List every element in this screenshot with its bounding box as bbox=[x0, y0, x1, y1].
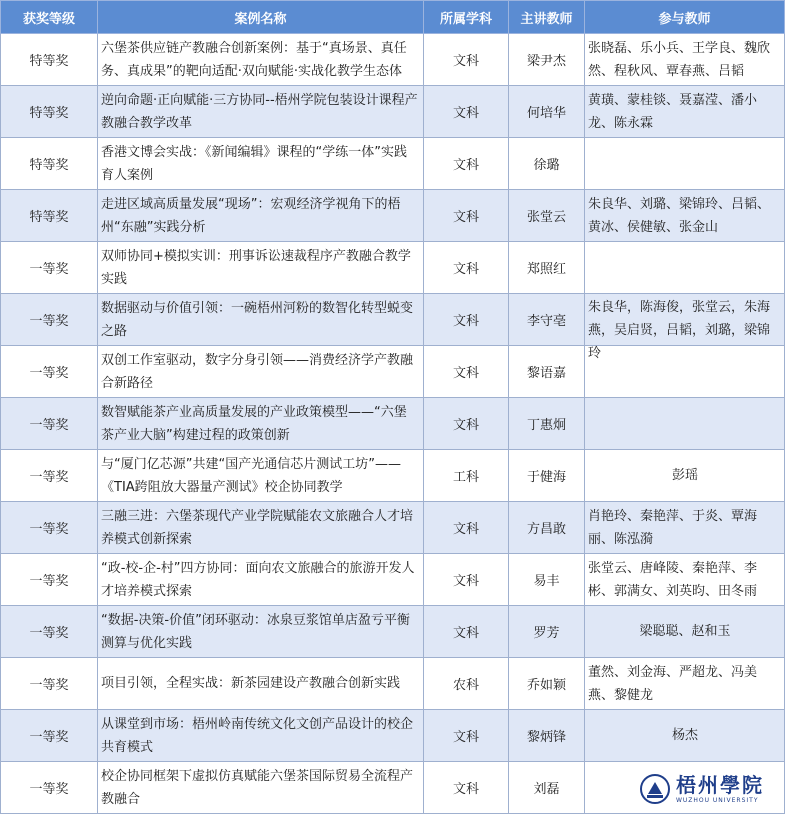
case-name-cell bbox=[98, 34, 424, 86]
table-row bbox=[1, 606, 785, 658]
case-name-cell bbox=[98, 450, 424, 502]
case-name: 数据驱动与价值引领：一碗梧州河粉的数智化转型蜕变之路 bbox=[101, 300, 414, 339]
header-lead-teacher: 主讲教师 bbox=[509, 1, 585, 34]
university-name-cn: 梧州學院 bbox=[676, 772, 764, 797]
lead-teacher: 张堂云 bbox=[509, 190, 585, 242]
subject: 文科 bbox=[424, 242, 509, 294]
award-level: 一等奖 bbox=[1, 450, 98, 502]
award-level: 一等奖 bbox=[1, 346, 98, 398]
subject: 文科 bbox=[424, 34, 509, 86]
subject: 文科 bbox=[424, 762, 509, 814]
case-name-cell bbox=[98, 606, 424, 658]
university-emblem-icon bbox=[640, 774, 670, 804]
case-name-cell bbox=[98, 658, 424, 710]
subject: 文科 bbox=[424, 606, 509, 658]
lead-teacher: 于健海 bbox=[509, 450, 585, 502]
award-level: 一等奖 bbox=[1, 398, 98, 450]
lead-teacher: 刘磊 bbox=[509, 762, 585, 814]
case-name-cell bbox=[98, 502, 424, 554]
participants: 梁聪聪、赵和玉 bbox=[639, 624, 731, 639]
participants-cell bbox=[585, 242, 785, 294]
case-name-cell bbox=[98, 710, 424, 762]
participants-cell bbox=[585, 450, 785, 502]
university-name-en: WUZHOU UNIVERSITY bbox=[676, 796, 759, 804]
header-level: 获奖等级 bbox=[1, 1, 98, 34]
case-name: 三融三进：六堡茶现代产业学院赋能农文旅融合人才培养模式创新探索 bbox=[101, 508, 414, 547]
case-name: 香港文博会实战：《新闻编辑》课程的“学练一体”实践育人案例 bbox=[101, 144, 407, 183]
subject: 文科 bbox=[424, 86, 509, 138]
award-level: 特等奖 bbox=[1, 34, 98, 86]
award-level: 一等奖 bbox=[1, 658, 98, 710]
participants-cell bbox=[585, 346, 785, 398]
award-level: 特等奖 bbox=[1, 138, 98, 190]
table-row bbox=[1, 294, 785, 346]
award-level: 特等奖 bbox=[1, 190, 98, 242]
lead-teacher: 徐璐 bbox=[509, 138, 585, 190]
header-case-name: 案例名称 bbox=[98, 1, 424, 34]
case-name: 逆向命题·正向赋能·三方协同--梧州学院包装设计课程产教融合教学改革 bbox=[101, 92, 418, 131]
award-level: 一等奖 bbox=[1, 710, 98, 762]
case-name: 与“厦门亿芯源”共建“国产光通信芯片测试工坊”——《TIA跨阻放大器量产测试》校企协同教学 bbox=[101, 456, 401, 495]
award-level: 一等奖 bbox=[1, 554, 98, 606]
lead-teacher: 何培华 bbox=[509, 86, 585, 138]
award-level: 一等奖 bbox=[1, 294, 98, 346]
subject: 文科 bbox=[424, 710, 509, 762]
table-row bbox=[1, 710, 785, 762]
subject: 农科 bbox=[424, 658, 509, 710]
case-name-cell bbox=[98, 294, 424, 346]
lead-teacher: 李守亳 bbox=[509, 294, 585, 346]
subject: 文科 bbox=[424, 502, 509, 554]
case-name-cell bbox=[98, 554, 424, 606]
case-name: “政-校-企-村”四方协同：面向农文旅融合的旅游开发人才培养模式探索 bbox=[101, 560, 415, 599]
subject: 文科 bbox=[424, 554, 509, 606]
participants-cell bbox=[585, 86, 785, 138]
case-name: 项目引领，全程实战：新茶园建设产教融合创新实践 bbox=[101, 676, 401, 691]
subject: 文科 bbox=[424, 138, 509, 190]
case-name: 从课堂到市场：梧州岭南传统文化文创产品设计的校企共育模式 bbox=[101, 716, 414, 755]
participants-cell bbox=[585, 710, 785, 762]
case-name: 双创工作室驱动，数字分身引领——消费经济学产教融合新路径 bbox=[101, 352, 414, 391]
lead-teacher: 梁尹杰 bbox=[509, 34, 585, 86]
case-name: 六堡茶供应链产教融合创新案例：基于“真场景、真任务、真成果”的靶向适配·双向赋能·实战化教学生态体 bbox=[101, 40, 407, 79]
lead-teacher: 黎炳锋 bbox=[509, 710, 585, 762]
subject: 文科 bbox=[424, 294, 509, 346]
table-row bbox=[1, 190, 785, 242]
case-name: “数据-决策-价值”闭环驱动：冰泉豆浆馆单店盈亏平衡测算与优化实践 bbox=[101, 612, 410, 651]
table-row bbox=[1, 502, 785, 554]
participants: 张堂云、唐峰陵、秦艳萍、李彬、郭满女、刘英昀、田冬雨 bbox=[588, 560, 758, 599]
award-level: 一等奖 bbox=[1, 606, 98, 658]
participants: 彭瑶 bbox=[671, 468, 698, 483]
table-row bbox=[1, 138, 785, 190]
lead-teacher: 郑照红 bbox=[509, 242, 585, 294]
participants: 朱良华，陈海俊，张堂云，朱海燕，吴启贤，吕韬，刘璐，梁锦玲 bbox=[588, 299, 771, 361]
table-row bbox=[1, 658, 785, 710]
subject: 工科 bbox=[424, 450, 509, 502]
subject: 文科 bbox=[424, 398, 509, 450]
table-row bbox=[1, 242, 785, 294]
participants-cell bbox=[585, 606, 785, 658]
case-name-cell bbox=[98, 346, 424, 398]
table-row bbox=[1, 450, 785, 502]
case-name: 双师协同+模拟实训：刑事诉讼速裁程序产教融合教学实践 bbox=[101, 248, 411, 287]
case-name: 校企协同框架下虚拟仿真赋能六堡茶国际贸易全流程产教融合 bbox=[101, 768, 414, 807]
participants-cell bbox=[585, 190, 785, 242]
case-name: 走进区域高质量发展“现场”：宏观经济学视角下的梧州“东融”实践分析 bbox=[101, 196, 401, 235]
participants: 肖艳玲、秦艳萍、于炎、覃海丽、陈泓漪 bbox=[588, 508, 758, 547]
lead-teacher: 丁惠炯 bbox=[509, 398, 585, 450]
participants: 黄璜、蒙桂锬、聂嘉滢、潘小龙、陈永霖 bbox=[588, 92, 758, 131]
table-row bbox=[1, 554, 785, 606]
lead-teacher: 罗芳 bbox=[509, 606, 585, 658]
participants-cell bbox=[585, 398, 785, 450]
award-level: 特等奖 bbox=[1, 86, 98, 138]
case-name: 数智赋能茶产业高质量发展的产业政策模型——“六堡茶产业大脑”构建过程的政策创新 bbox=[101, 404, 407, 443]
table-row bbox=[1, 398, 785, 450]
lead-teacher: 易丰 bbox=[509, 554, 585, 606]
participants-cell bbox=[585, 658, 785, 710]
participants: 张晓磊、乐小兵、王学良、魏欣然、程秋风、覃春燕、吕韬 bbox=[588, 40, 771, 79]
participants-cell bbox=[585, 138, 785, 190]
header-subject: 所属学科 bbox=[424, 1, 509, 34]
lead-teacher: 乔如颖 bbox=[509, 658, 585, 710]
participants: 杨杰 bbox=[671, 728, 698, 743]
award-level: 一等奖 bbox=[1, 762, 98, 814]
table-row bbox=[1, 346, 785, 398]
case-name-cell bbox=[98, 190, 424, 242]
case-name-cell bbox=[98, 398, 424, 450]
participants-cell bbox=[585, 294, 785, 361]
case-name-cell bbox=[98, 242, 424, 294]
lead-teacher: 方昌敢 bbox=[509, 502, 585, 554]
award-level: 一等奖 bbox=[1, 242, 98, 294]
university-wordmark bbox=[676, 772, 764, 804]
subject: 文科 bbox=[424, 346, 509, 398]
header-participants: 参与教师 bbox=[585, 1, 785, 34]
lead-teacher: 黎语嘉 bbox=[509, 346, 585, 398]
table-row bbox=[1, 34, 785, 86]
participants: 董然、刘金海、严超龙、冯美燕、黎健龙 bbox=[588, 664, 758, 703]
participants-cell bbox=[585, 554, 785, 606]
case-name-cell bbox=[98, 138, 424, 190]
university-logo bbox=[640, 772, 782, 806]
participants: 朱良华、刘璐、梁锦玲、吕韬、黄冰、侯健敏、张金山 bbox=[588, 196, 771, 235]
subject: 文科 bbox=[424, 190, 509, 242]
participants-cell bbox=[585, 34, 785, 86]
case-name-cell bbox=[98, 762, 424, 814]
table-header-row bbox=[1, 1, 785, 34]
table-row bbox=[1, 86, 785, 138]
award-level: 一等奖 bbox=[1, 502, 98, 554]
participants-cell bbox=[585, 502, 785, 554]
case-name-cell bbox=[98, 86, 424, 138]
